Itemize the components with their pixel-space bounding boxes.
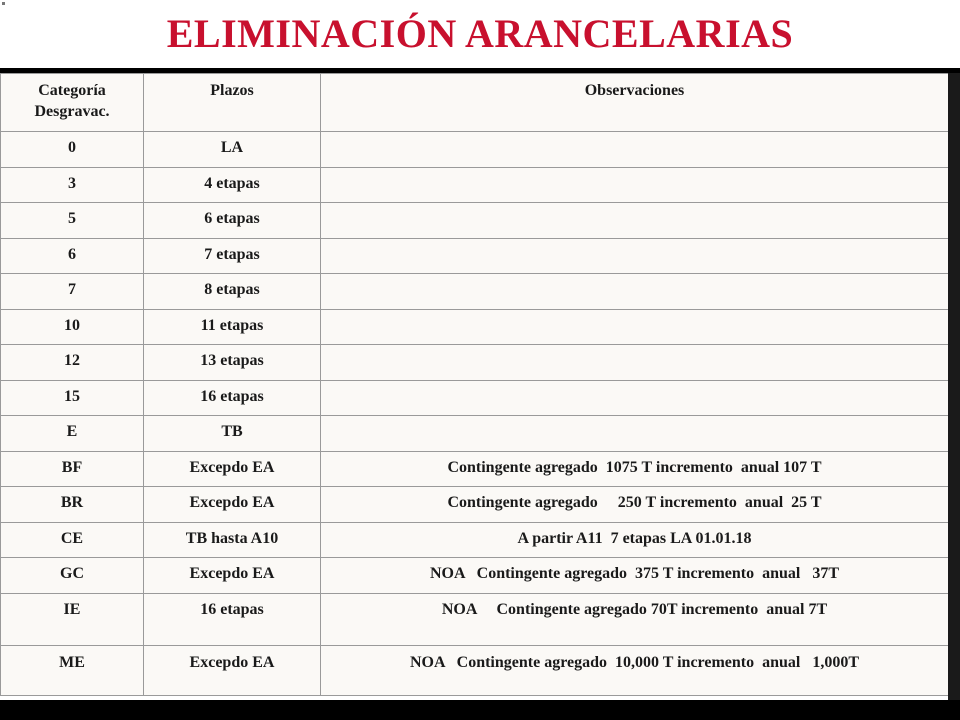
- table-row: [1, 274, 949, 310]
- table-body: [1, 132, 949, 696]
- header-plazos: Plazos: [144, 74, 321, 132]
- cell-plazos: TB hasta A10: [144, 522, 321, 558]
- table-row: [1, 309, 949, 345]
- cell-plazos: 16 etapas: [144, 380, 321, 416]
- cell-category: 0: [1, 132, 144, 168]
- cell-category: 6: [1, 238, 144, 274]
- table-row: [1, 345, 949, 381]
- cell-category: 3: [1, 167, 144, 203]
- cell-category: E: [1, 416, 144, 452]
- cell-category: 7: [1, 274, 144, 310]
- cell-observaciones: [321, 203, 949, 239]
- cell-plazos: TB: [144, 416, 321, 452]
- cell-plazos: 13 etapas: [144, 345, 321, 381]
- cell-observaciones: A partir A11 7 etapas LA 01.01.18: [321, 522, 949, 558]
- cell-plazos: 16 etapas: [144, 593, 321, 645]
- table-row: [1, 380, 949, 416]
- cell-category: IE: [1, 593, 144, 645]
- cell-plazos: 7 etapas: [144, 238, 321, 274]
- table-row: [1, 167, 949, 203]
- cell-category: BR: [1, 487, 144, 523]
- cell-observaciones: [321, 238, 949, 274]
- cell-category: 10: [1, 309, 144, 345]
- cell-observaciones: [321, 132, 949, 168]
- cell-observaciones: [321, 167, 949, 203]
- table-row: [1, 238, 949, 274]
- table-row: [1, 451, 949, 487]
- table-row: [1, 416, 949, 452]
- header-observaciones: Observaciones: [321, 74, 949, 132]
- cell-observaciones: [321, 380, 949, 416]
- cell-observaciones: Contingente agregado 250 T incremento anual 25 T: [321, 487, 949, 523]
- cell-category: BF: [1, 451, 144, 487]
- cell-plazos: 8 etapas: [144, 274, 321, 310]
- table-header-row: [1, 74, 949, 132]
- cell-observaciones: [321, 345, 949, 381]
- table-row: [1, 645, 949, 695]
- table-row: [1, 203, 949, 239]
- cell-plazos: 4 etapas: [144, 167, 321, 203]
- cell-observaciones: NOA Contingente agregado 10,000 T incremento anual 1,000T: [321, 645, 949, 695]
- cell-plazos: Excepdo EA: [144, 645, 321, 695]
- cell-category: 15: [1, 380, 144, 416]
- cell-plazos: Excepdo EA: [144, 451, 321, 487]
- right-edge-strip: [948, 73, 960, 700]
- header-category: Categoría Desgravac.: [1, 74, 144, 132]
- cell-plazos: LA: [144, 132, 321, 168]
- cell-plazos: 6 etapas: [144, 203, 321, 239]
- table-row: [1, 132, 949, 168]
- cell-plazos: Excepdo EA: [144, 487, 321, 523]
- cell-observaciones: Contingente agregado 1075 T incremento anual 107 T: [321, 451, 949, 487]
- corner-mark: [2, 2, 5, 5]
- table-row: [1, 593, 949, 645]
- cell-observaciones: [321, 309, 949, 345]
- cell-category: CE: [1, 522, 144, 558]
- cell-observaciones: [321, 416, 949, 452]
- table-row: [1, 487, 949, 523]
- cell-category: ME: [1, 645, 144, 695]
- cell-category: 12: [1, 345, 144, 381]
- cell-category: GC: [1, 558, 144, 594]
- cell-category: 5: [1, 203, 144, 239]
- cell-plazos: 11 etapas: [144, 309, 321, 345]
- cell-observaciones: NOA Contingente agregado 375 T incremento anual 37T: [321, 558, 949, 594]
- cell-observaciones: NOA Contingente agregado 70T incremento anual 7T: [321, 593, 949, 645]
- bottom-divider: [0, 700, 960, 720]
- table-row: [1, 558, 949, 594]
- page-title: ELIMINACIÓN ARANCELARIAS: [166, 11, 794, 56]
- tariff-table-container: [0, 73, 948, 696]
- table-row: [1, 522, 949, 558]
- tariff-table: [0, 73, 949, 696]
- cell-observaciones: [321, 274, 949, 310]
- cell-plazos: Excepdo EA: [144, 558, 321, 594]
